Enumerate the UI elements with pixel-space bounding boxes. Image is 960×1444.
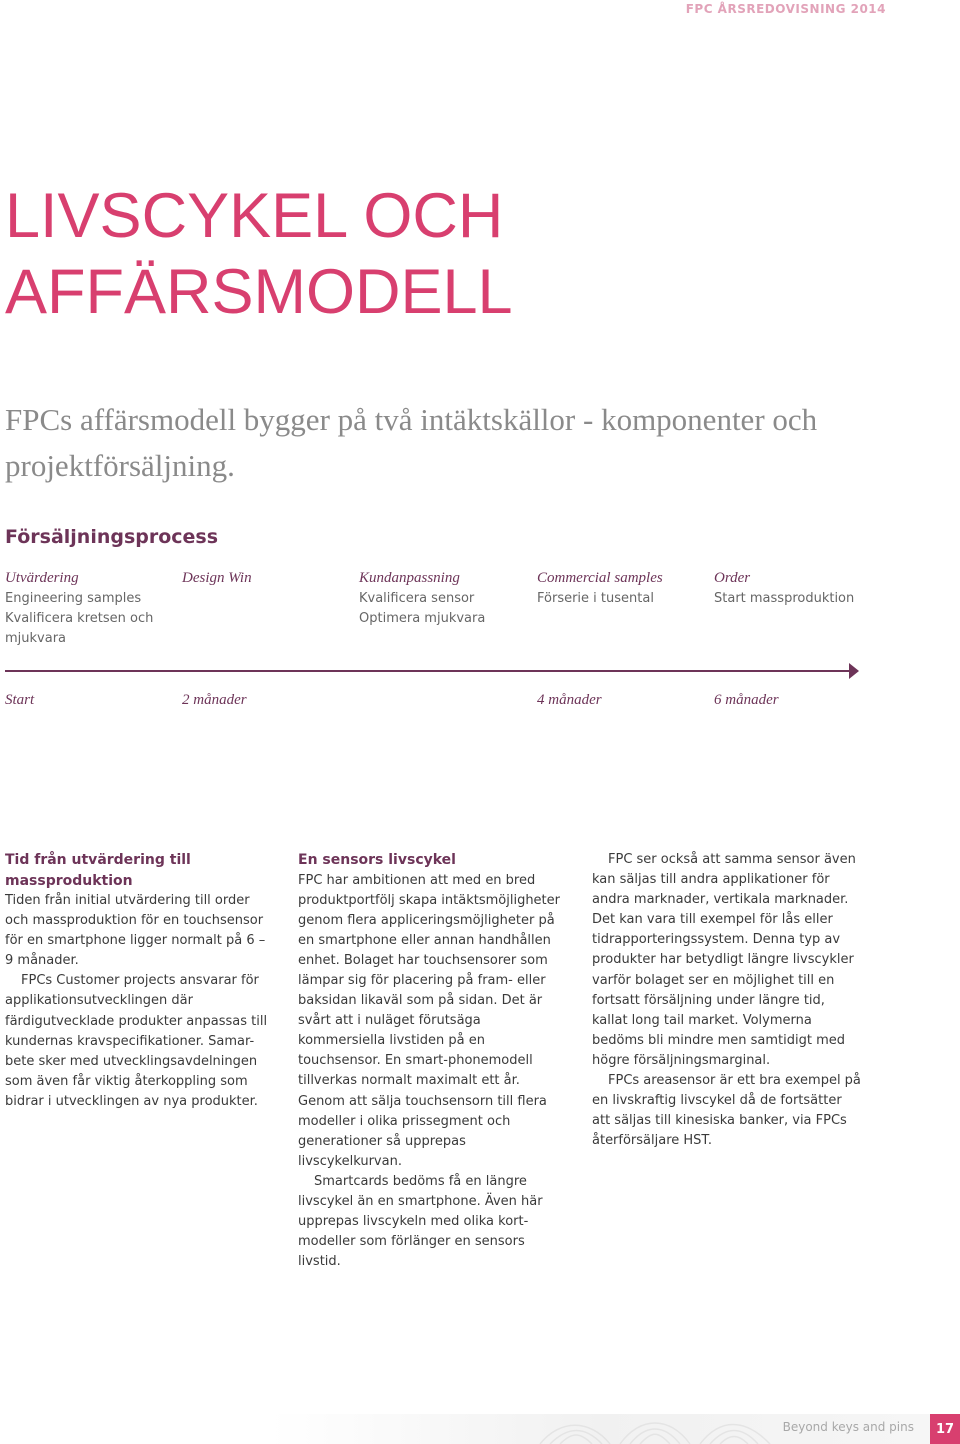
timeline-tick-4-months: 4 månader xyxy=(537,692,602,708)
stage-order xyxy=(714,568,914,609)
stage-description: Start massproduktion xyxy=(714,591,855,606)
footer-tagline: Beyond keys and pins xyxy=(782,1420,914,1434)
column-heading: En sensors livscykel xyxy=(298,852,456,868)
page-number-badge: 17 xyxy=(930,1414,960,1444)
timeline-tick-start: Start xyxy=(5,692,35,708)
page-title xyxy=(5,178,513,330)
text-column-3 xyxy=(592,850,862,1151)
paragraph: FPC ser också att samma sensor även kan säljas till andra applikationer för andra marknader, vertikala marknader. Det kan vara till exempel för lås eller tidrapporteringssystem. Denna typ av produkter har betydligt längre livscykler varför bolaget ser en möjlighet till en fortsatt försäljning under längre tid, kallat long tail market. Volymerna bedöms bli mindre men samtidigt med högre försäljningsmarginal. xyxy=(592,852,856,1068)
stage-description: Förserie i tusental xyxy=(537,591,654,606)
paragraph: FPCs Customer projects ansvarar för applikationsutvecklingen där färdigutvecklade produkter anpassas till kundernas kravspecifikationer. Samar-bete sker med utvecklingsavdelningen som även får viktig återkoppling som bidrar i utvecklingen av nya produkter. xyxy=(5,973,268,1109)
stage-name: Commercial samples xyxy=(537,570,663,586)
stage-name: Utvärdering xyxy=(5,570,79,586)
stage-kundanpassning xyxy=(359,568,534,629)
stage-name: Kundanpassning xyxy=(359,570,460,586)
process-title: Försäljningsprocess xyxy=(5,526,219,548)
running-header: FPC ÅRSREDOVISNING 2014 xyxy=(685,2,886,16)
text-column-1 xyxy=(5,850,275,1112)
page-title-line-2: AFFÄRSMODELL xyxy=(5,257,513,327)
paragraph: FPCs areasensor är ett bra exempel på en livskraftig livscykel då de fortsätter att säljas till kinesiska banker, via FPCs återförsäljare HST. xyxy=(592,1073,861,1149)
timeline-tick-6-months: 6 månader xyxy=(714,692,779,708)
paragraph: Smartcards bedöms få en längre livscykel än en smartphone. Även här upprepas livscykeln med olika kort-modeller som förlänger en sensors livstid. xyxy=(298,1173,543,1270)
timeline-tick-2-months: 2 månader xyxy=(182,692,247,708)
timeline-arrow-icon xyxy=(849,663,859,679)
paragraph: FPC har ambitionen att med en bred produktportfölj skapa intäktsmöjligheter genom flera appliceringsmöjligheter på en smartphone eller annan handhållen enhet. Bolaget har touchsensorer som lämpar sig för placering på fram- eller baksidan likaväl som på sidan. Det är svårt att i nuläget förutsäga kommersiella livstiden på en touchsensor. En smart-phonemodell tillverkas normalt maximalt ett år. Genom att sälja touchsensorn till flera modeller i olika prissegment och generationer så upprepas livscykelkurvan. xyxy=(298,872,560,1169)
timeline-line xyxy=(5,670,850,672)
stage-description: Kvalificera sensor Optimera mjukvara xyxy=(359,591,486,626)
stage-name: Design Win xyxy=(182,570,252,586)
stage-utvardering xyxy=(5,568,180,649)
column-heading: Tid från utvärdering till massproduktion xyxy=(5,852,191,889)
page-title-line-1: LIVSCYKEL OCH xyxy=(5,181,504,251)
stage-description: Engineering samples Kvalificera kretsen och mjukvara xyxy=(5,591,154,646)
paragraph: Tiden från initial utvärdering till order och massproduktion för en touchsensor för en smartphone ligger normalt på 6 – 9 månader. xyxy=(5,893,266,969)
stage-design-win xyxy=(182,568,357,589)
page-subtitle: FPCs affärsmodell bygger på två intäktskällor - komponenter och projektförsäljning. xyxy=(5,402,818,483)
fingerprint-icon xyxy=(530,1414,780,1444)
stage-commercial-samples xyxy=(537,568,712,609)
text-column-2 xyxy=(298,850,568,1272)
stage-name: Order xyxy=(714,570,751,586)
